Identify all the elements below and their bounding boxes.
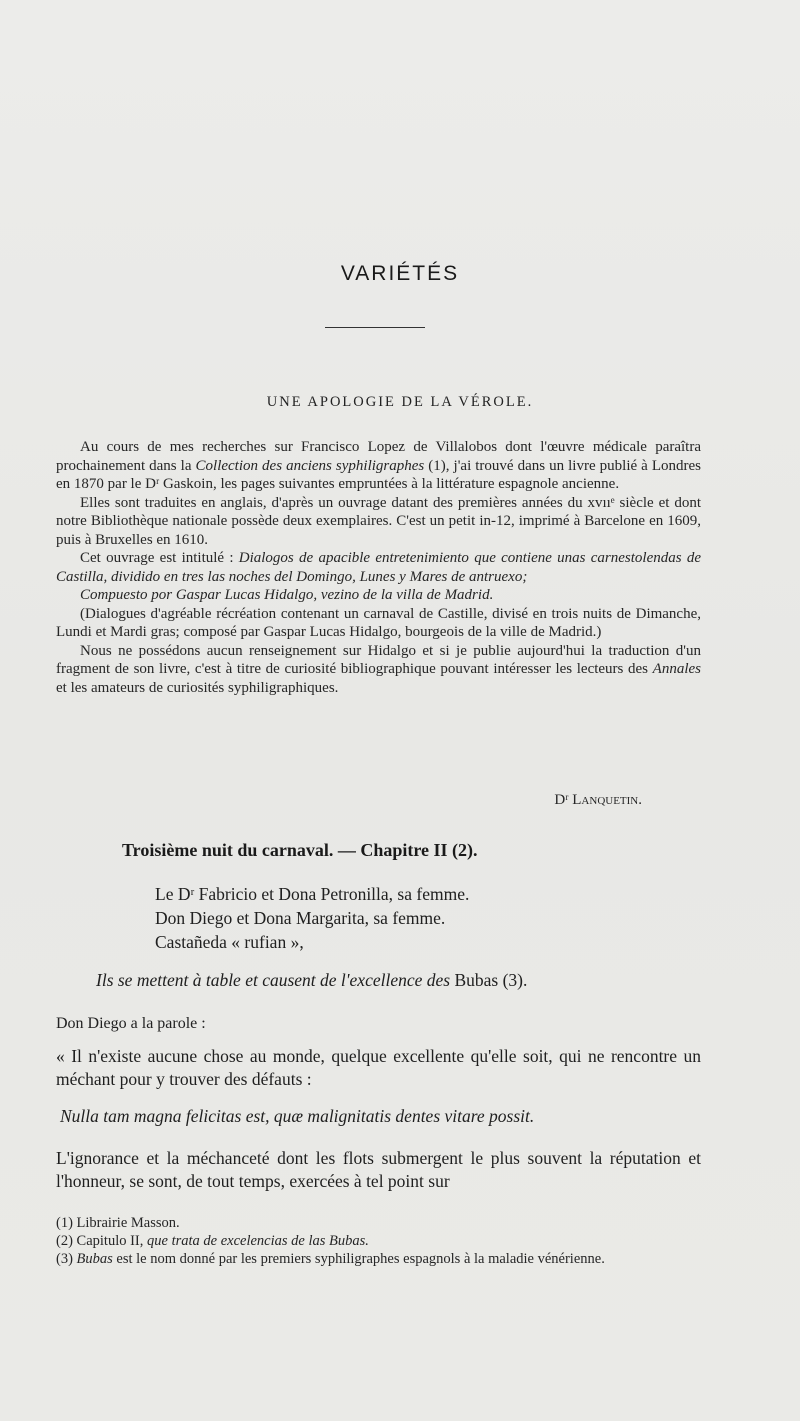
text-run: Au cours de mes recherches sur Francisco Lopez de Villalobos dont l'œuvre médicale paraîtra prochainement dans la [56,439,701,474]
stage-direction [96,970,527,991]
italic-run: que trata de excelencias de las Bubas. [147,1233,369,1249]
intro-paragraph [56,642,701,698]
italic-run: Bubas [76,1251,113,1267]
italic-run: Ils se mettent à table et causent de l'excellence des [96,970,451,990]
cast-list [155,882,469,954]
italic-run: Compuesto por Gaspar Lucas Hidalgo, vezino de la villa de Madrid. [80,587,494,603]
cast-line: Don Diego et Dona Margarita, sa femme. [155,908,446,928]
italic-run: Collection des anciens syphiligraphes [195,457,425,474]
intro-paragraph [56,549,701,586]
text-run: (2) Capitulo II, [56,1233,148,1249]
text-run: et les amateurs de curiosités syphiligraphiques. [56,679,339,696]
intro-paragraph [56,586,701,605]
article-title: UNE APOLOGIE DE LA VÉROLE. [266,394,534,410]
italic-run: Annales [652,661,701,677]
text-run: Bubas (3). [450,970,528,990]
footnote: (1) Librairie Masson. [56,1215,180,1231]
footnotes [56,1214,701,1268]
footnote [56,1250,701,1268]
cast-line: Castañeda « rufian », [155,932,304,952]
intro-paragraph: (Dialogues d'agréable récréation contenant un carnaval de Castille, divisé en trois nuits de Dimanche, Lundi et Mardi gras; composé par Gaspar Lucas Hidalgo, bourgeois de la ville de Madrid.) [56,605,701,640]
text-run: (1), j'ai trouvé dans un livre publié à Londres en 1870 par le Dʳ Gaskoin, les pages suivantes empruntées à la littérature espagnole ancienne. [56,457,702,492]
dialogue-paragraph [56,1045,701,1091]
dialogue-paragraph [56,1147,701,1193]
paragraph: L'ignorance et la méchanceté dont les flots submergent le plus souvent la réputation et l'honneur, se sont, de tout temps, exercées à tel point sur [56,1148,701,1191]
intro-paragraph: Elles sont traduites en anglais, d'après un ouvrage datant des premières années du xvııᵉ siècle et dont notre Bibliothèque nationale possède deux exemplaires. C'est un petit in-12, imprimé à Barcelone en 1609, puis à Bruxelles en 1610. [56,494,701,548]
cast-line: Le Dʳ Fabricio et Dona Petronilla, sa femme. [155,884,470,904]
text-run: est le nom donné par les premiers syphiligraphes espagnols à la maladie vénérienne. [112,1251,605,1267]
paragraph: « Il n'existe aucune chose au monde, quelque excellente qu'elle soit, qui ne rencontre un méchant pour y trouver des défauts : [56,1046,701,1089]
italic-run: Dialogos de apacible entretenimiento que contiene unas carnestolendas de Castilla, dividido en tres las noches del Domingo, Lunes y Mares de antruexo; [56,550,701,585]
author-signature: Dʳ Lanquetin. [554,792,642,808]
latin-quote: Nulla tam magna felicitas est, quæ malignitatis dentes vitare possit. [60,1106,535,1126]
intro-text [56,438,701,697]
section-title: VARIÉTÉS [340,262,460,285]
title-rule [325,327,425,328]
text-run: Cet ouvrage est intitulé : [80,550,239,566]
text-run: Nous ne possédons aucun renseignement sur Hidalgo et si je publie aujourd'hui la traduction d'un fragment de son livre, c'est à titre de curiosité bibliographique pouvant intéresser les lecteurs des [56,642,701,677]
chapter-heading: Troisième nuit du carnaval. — Chapitre II (2). [122,840,478,860]
text-run: (3) [56,1251,77,1267]
intro-paragraph [56,438,701,494]
speaker-line: Don Diego a la parole : [56,1015,206,1032]
footnote [56,1232,701,1250]
